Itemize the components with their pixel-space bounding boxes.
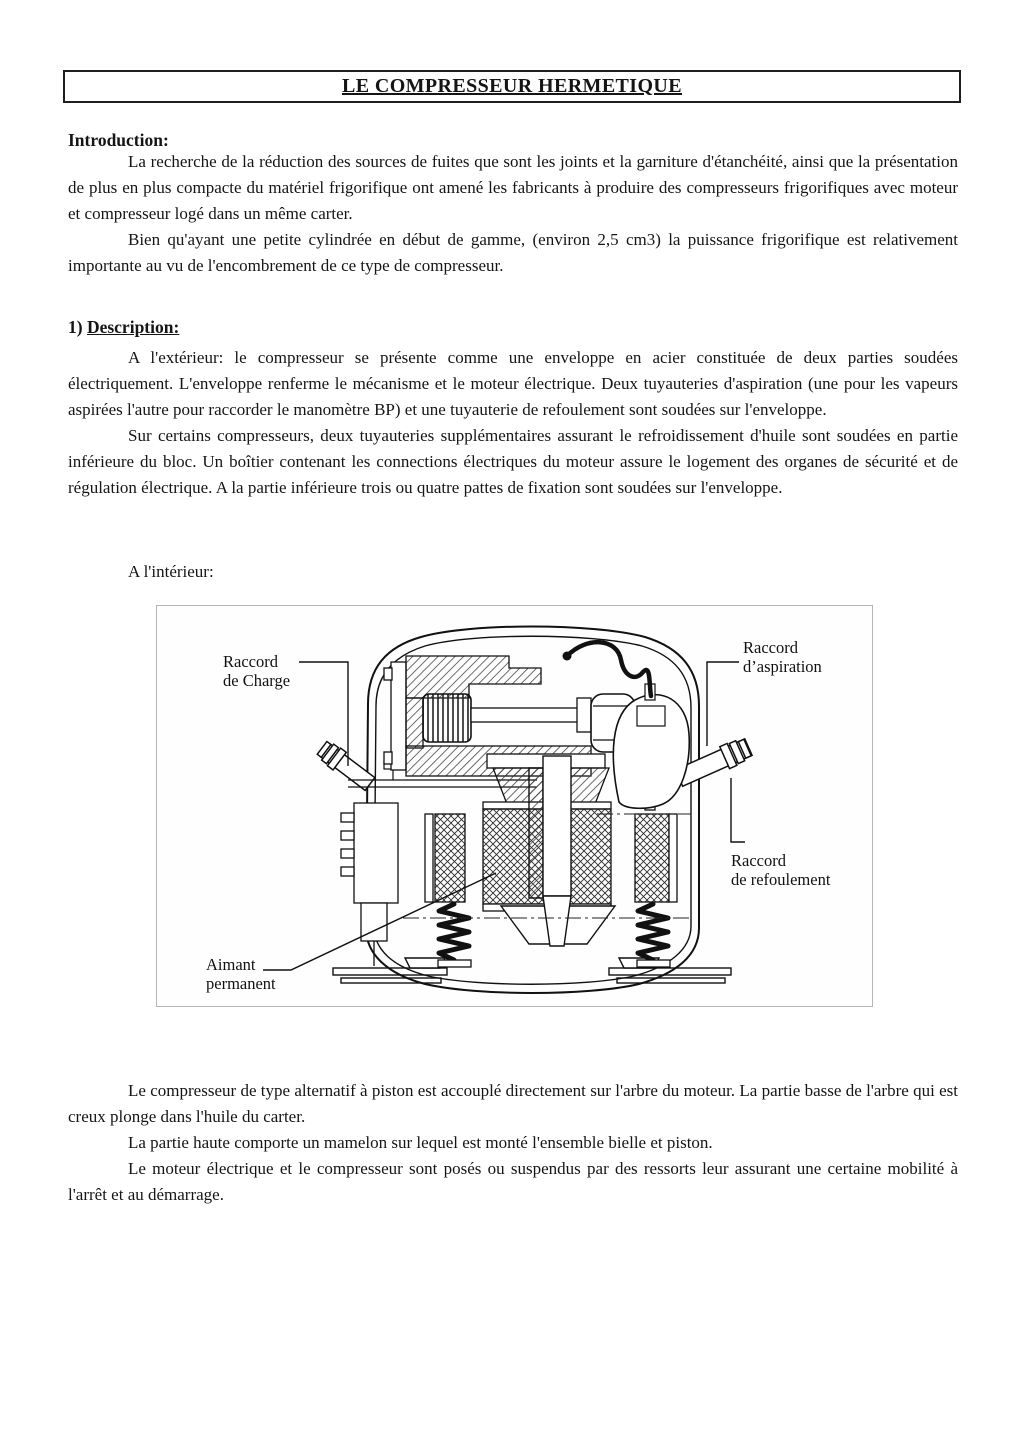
description-paragraph-2: Sur certains compresseurs, deux tuyauteries supplémentaires assurant le refroidissement d'huile sont soudées en partie inférieure du bloc. Un boîtier contenant les connections électriques du moteur assure le logement des organes de sécurité et de régulation électrique. A la partie inférieure trois ou quatre pattes de fixation sont soudées sur l'enveloppe. <box>68 426 958 497</box>
closing-paragraph-2: La partie haute comporte un mamelon sur lequel est monté l'ensemble bielle et piston. <box>128 1133 713 1152</box>
title-box <box>63 70 961 103</box>
interior-lead: A l'intérieur: <box>128 562 214 581</box>
closing-paragraph-1: Le compresseur de type alternatif à piston est accouplé directement sur l'arbre du moteur. La partie basse de l'arbre qui est creux plonge dans l'huile du carter. <box>68 1081 958 1126</box>
introduction-heading: Introduction: <box>68 130 169 150</box>
label-aimant-permanent: Aimant permanent <box>206 955 276 993</box>
description-heading-text: Description: <box>86 317 180 337</box>
description-paragraphs <box>68 345 958 501</box>
cylinder-block <box>384 656 635 804</box>
label-raccord-de-charge: Raccord de Charge <box>223 652 291 690</box>
description-paragraph-1: A l'extérieur: le compresseur se présente comme une enveloppe en acier constituée de deux parties soudées électriquement. L'enveloppe renferme le mécanisme et le moteur électrique. Deux tuyauteries d'aspiration (une pour les vapeurs aspirées l'autre pour raccorder le manomètre BP) et une tuyauterie de refoulement sont soudées sur l'enveloppe. <box>68 348 958 419</box>
closing-paragraph-3: Le moteur électrique et le compresseur sont posés ou suspendus par des ressorts leur assurant une certaine mobilité à l'arrêt et au démarrage. <box>68 1159 958 1204</box>
intro-paragraph-2: Bien qu'ayant une petite cylindrée en début de gamme, (environ 2,5 cm3) la puissance frigorifique est relativement importante au vu de l'encombrement de ce type de compresseur. <box>68 230 958 275</box>
label-raccord-aspiration: Raccord d’aspiration <box>743 638 822 676</box>
label-raccord-refoulement: Raccord de refoulement <box>731 851 831 889</box>
introduction-paragraphs <box>68 149 958 279</box>
intro-paragraph-1: La recherche de la réduction des sources de fuites que sont les joints et la garniture d'étanchéité, ainsi que la présentation de plus en plus compacte du matériel frigorifique ont amené les fabricants à produire des compresseurs frigorifiques avec moteur et compresseur logé dans un même carter. <box>68 152 958 223</box>
description-number: 1) <box>68 317 87 337</box>
description-heading <box>68 316 179 338</box>
compressor-figure <box>156 605 873 1007</box>
page-title: LE COMPRESSEUR HERMETIQUE <box>341 75 683 97</box>
closing-paragraphs <box>68 1078 958 1208</box>
